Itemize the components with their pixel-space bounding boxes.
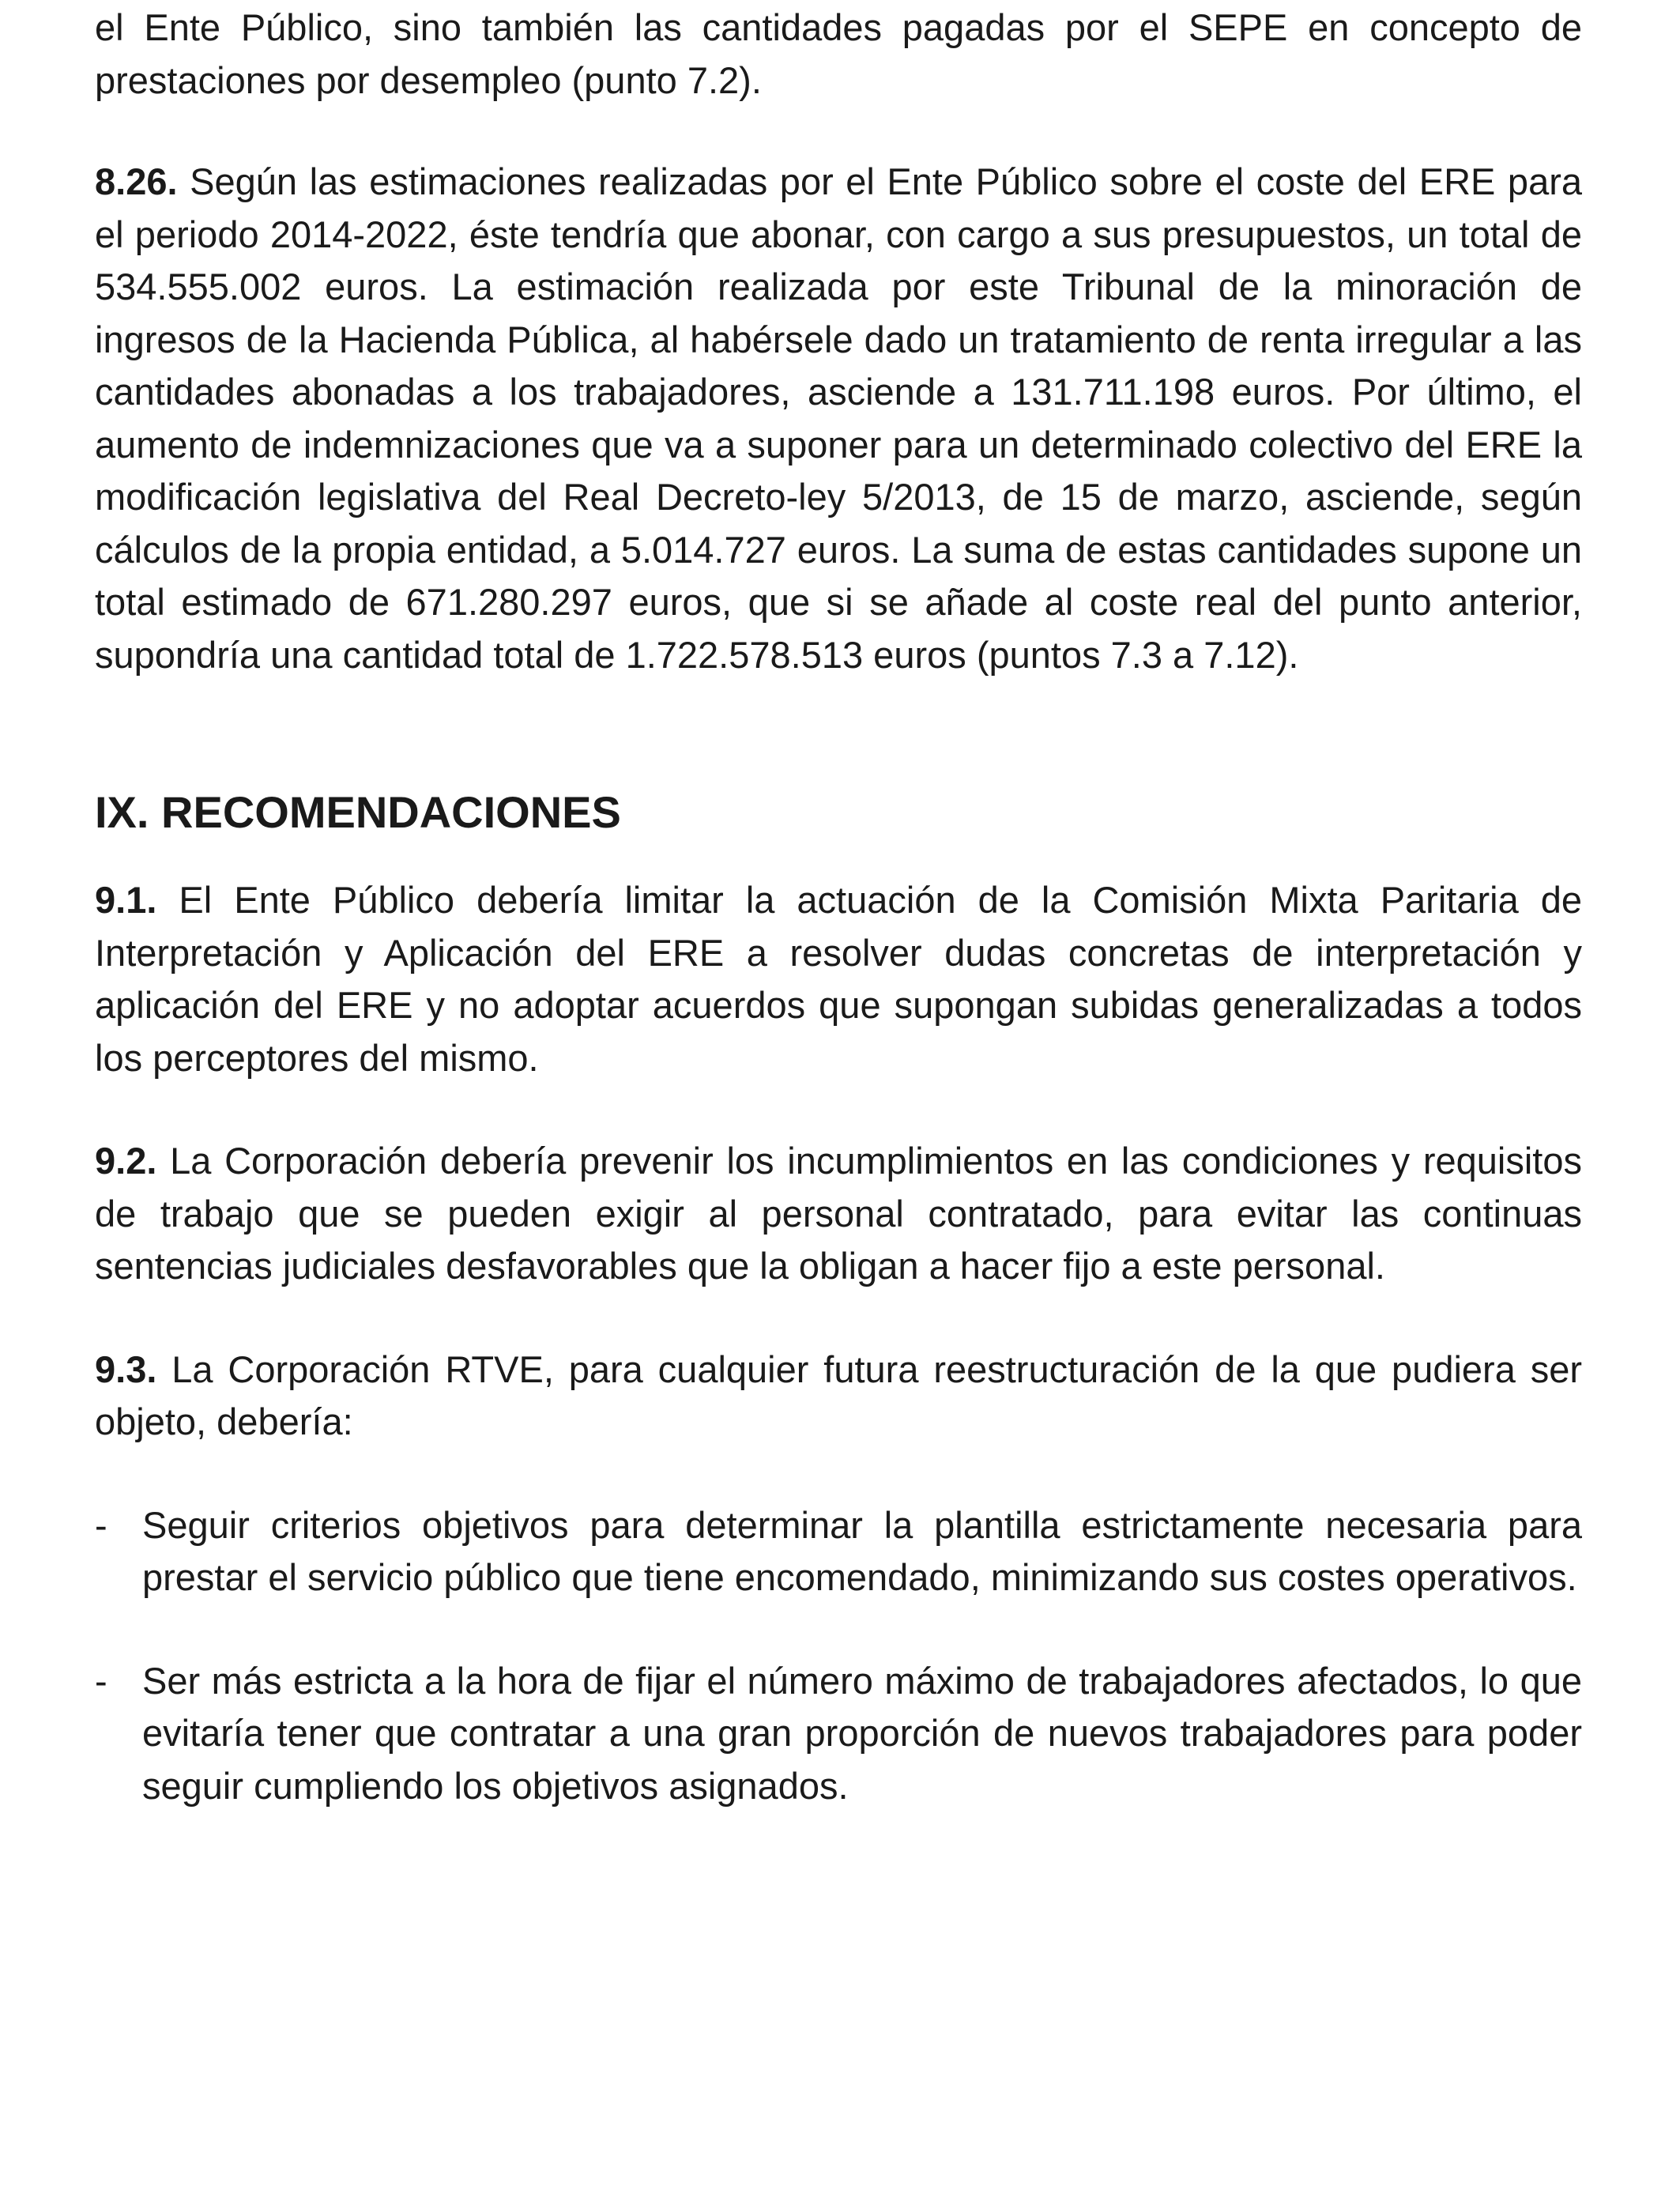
paragraph-number: 9.1.	[95, 879, 157, 921]
continuation-paragraph: el Ente Público, sino también las cantidades pagadas por el SEPE en concepto de prestaciones por desempleo (punto 7.2).	[95, 6, 1582, 101]
paragraph-9-2	[95, 1135, 1582, 1293]
paragraph-9-1	[95, 874, 1582, 1084]
list-item-text: Ser más estricta a la hora de fijar el número máximo de trabajadores afectados, lo que evitaría tener que contratar a una gran proporción de nuevos trabajadores para poder seguir cumpliendo los objetivos asignados.	[142, 1659, 1582, 1807]
paragraph-9-3	[95, 1344, 1582, 1449]
list-item-text: Seguir criterios objetivos para determinar la plantilla estrictamente necesaria para prestar el servicio público que tiene encomendado, minimizando sus costes operativos.	[142, 1503, 1582, 1598]
bullet-dash: -	[95, 1503, 107, 1546]
paragraph-text: Según las estimaciones realizadas por el Ente Público sobre el coste del ERE para el periodo 2014-2022, éste tendría que abonar, con cargo a sus presupuestos, un total de 534.555.002 euros. La estimación realizada por este Tribunal de la minoración de ingresos de la Hacienda Pública, al habérsele dado un tratamiento de renta irregular a las cantidades abonadas a los trabajadores, asciende a 131.711.198 euros. Por último, el aumento de indemnizaciones que va a suponer para un determinado colectivo del ERE la modificación legislativa del Real Decreto-ley 5/2013, de 15 de marzo, asciende, según cálculos de la propia entidad, a 5.014.727 euros. La suma de estas cantidades supone un total estimado de 671.280.297 euros, que si se añade al coste real del punto anterior, supondría una cantidad total de 1.722.578.513 euros (puntos 7.3 a 7.12).	[95, 160, 1583, 676]
section-heading: IX. RECOMENDACIONES	[95, 787, 621, 837]
paragraph-number: 9.3.	[95, 1348, 157, 1390]
bullet-dash: -	[95, 1659, 107, 1702]
document-page	[95, 0, 1582, 1812]
list-item	[95, 1499, 1582, 1604]
paragraph-text: La Corporación RTVE, para cualquier futura reestructuración de la que pudiera ser objeto, debería:	[95, 1348, 1582, 1442]
list-item	[95, 1655, 1582, 1813]
recommendation-list	[95, 1499, 1582, 1813]
paragraph-8-26	[95, 156, 1582, 681]
paragraph-text: La Corporación debería prevenir los incumplimientos en las condiciones y requisitos de trabajo que se pueden exigir al personal contratado, para evitar las continuas sentencias judiciales desfavorables que la obligan a hacer fijo a este personal.	[95, 1140, 1582, 1287]
paragraph-number: 9.2.	[95, 1140, 157, 1182]
paragraph-number: 8.26.	[95, 160, 178, 202]
paragraph-text: El Ente Público debería limitar la actuación de la Comisión Mixta Paritaria de Interpretación y Aplicación del ERE a resolver dudas concretas de interpretación y aplicación del ERE y no adoptar acuerdos que supongan subidas generalizadas a todos los perceptores del mismo.	[95, 879, 1582, 1079]
